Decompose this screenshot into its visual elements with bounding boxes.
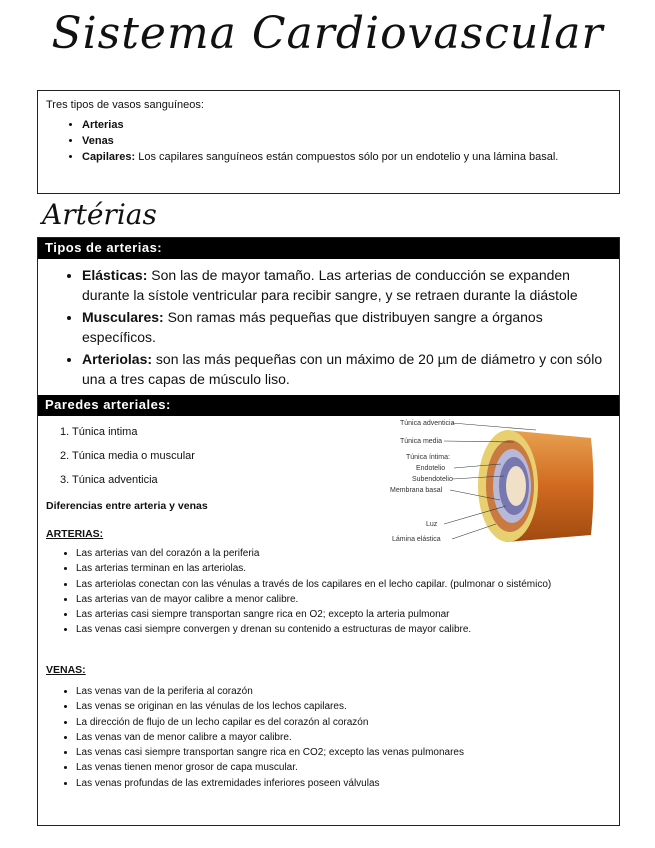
list-item: • Las arterias van de mayor calibre a menor calibre.: [76, 592, 606, 607]
list-item: 1. Túnica intima: [60, 426, 138, 438]
list-item: • Las venas casi siempre transportan sangre rica en CO2; excepto las venas pulmonares: [76, 745, 606, 760]
figure-label: Subendotelio: [412, 476, 453, 483]
venas-heading: VENAS:: [46, 664, 86, 676]
layers-list: [48, 420, 195, 492]
figure-label: Membrana basal: [390, 487, 443, 494]
paredes-section: [38, 416, 619, 816]
list-item: • Las arteriolas conectan con las vénulas a través de los capilares en el lecho capilar. (pulmonar o sistémico): [76, 577, 606, 592]
diff-title: Diferencias entre arteria y venas: [46, 500, 208, 512]
list-item: • Las venas casi siempre convergen y drenan su contenido a estructuras de mayor calibre.: [76, 622, 606, 637]
page-title: Sistema Cardiovascular: [51, 8, 604, 59]
arterias-list: [46, 546, 606, 638]
figure-label: Túnica íntima:: [406, 454, 450, 461]
list-item: • Las arterias terminan en las arteriolas.: [76, 561, 606, 576]
arterias-heading: ARTERIAS:: [46, 528, 104, 540]
section-heading: Artérias: [42, 198, 157, 231]
paredes-header: Paredes arteriales:: [38, 395, 619, 416]
list-item: • Las arterias van del corazón a la periferia: [76, 546, 606, 561]
figure-label: Túnica adventicia: [400, 420, 455, 427]
list-item: • Las venas se originan en las vénulas de los lechos capilares.: [76, 699, 606, 714]
list-item: • Las venas profundas de las extremidades inferiores poseen válvulas: [76, 776, 606, 791]
list-item: • Elásticas: Son las de mayor tamaño. Las arterias de conducción se expanden durante la sístole ventricular para recibir sangre, y se retraen durante la diástole: [82, 265, 609, 305]
list-item: • Las venas van de menor calibre a mayor calibre.: [76, 730, 606, 745]
list-item: 3. Túnica adventicia: [60, 474, 158, 486]
figure-label: Endotelio: [416, 465, 446, 472]
artery-diagram: [386, 420, 596, 550]
list-item: • Las venas van de la periferia al corazón: [76, 684, 606, 699]
list-item: 2. Túnica media o muscular: [60, 450, 195, 462]
intro-box: [37, 90, 620, 194]
list-item: • La dirección de flujo de un lecho capilar es del corazón al corazón: [76, 715, 606, 730]
figure-label: Lámina elástica: [392, 536, 441, 543]
tipos-section: [38, 259, 619, 395]
figure-label: Túnica media: [400, 438, 443, 445]
list-item: • Arteriolas: son las más pequeñas con un máximo de 20 µm de diámetro y con sólo una a tres capas de músculo liso.: [82, 349, 609, 389]
tipos-header: Tipos de arterias:: [38, 238, 619, 259]
list-item: • Capilares: Los capilares sanguíneos están compuestos sólo por un endotelio y una lámina basal.: [82, 149, 611, 165]
list-item: • Musculares: Son ramas más pequeñas que distribuyen sangre a órganos específicos.: [82, 307, 609, 347]
list-item: • Las arterias casi siempre transportan sangre rica en O2; excepto la arteria pulmonar: [76, 607, 606, 622]
vessel-types-list: [68, 117, 611, 165]
list-item: • Arterias: [82, 117, 611, 133]
intro-lead: Tres tipos de vasos sanguíneos:: [46, 99, 204, 111]
arteries-box: [37, 237, 620, 826]
list-item: • Venas: [82, 133, 611, 149]
figure-label: Luz: [426, 521, 438, 528]
venas-list: [46, 684, 606, 791]
list-item: • Las venas tienen menor grosor de capa muscular.: [76, 760, 606, 775]
